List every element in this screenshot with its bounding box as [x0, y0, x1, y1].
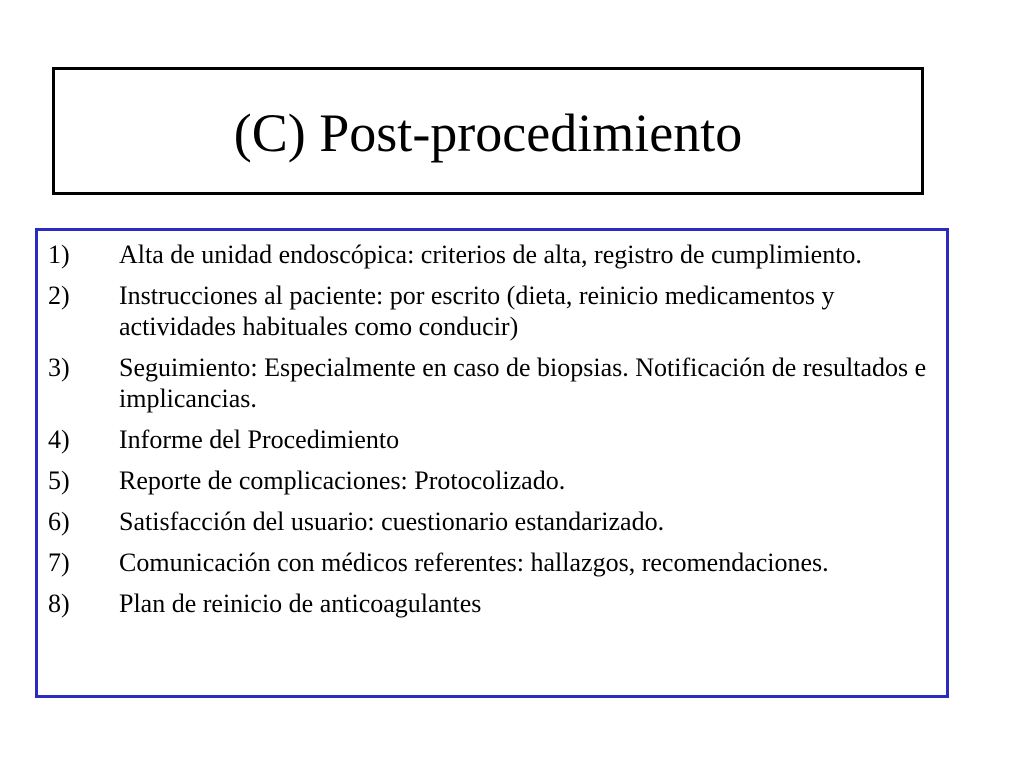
list-item-text: Satisfacción del usuario: cuestionario estandarizado.: [119, 507, 665, 536]
content-box: [35, 228, 949, 698]
list-item: [48, 506, 928, 537]
list-item-number: 5): [48, 466, 70, 495]
numbered-list: [48, 239, 928, 629]
list-item-number: 2): [48, 281, 70, 310]
list-item-number: 6): [48, 507, 70, 536]
list-item-text: Seguimiento: Especialmente en caso de biopsias. Notificación de resultados e implicancias.: [119, 353, 927, 413]
list-item-number: 7): [48, 548, 70, 577]
list-item: [48, 352, 928, 414]
list-item-number: 1): [48, 240, 70, 269]
list-item: [48, 588, 928, 619]
list-item-text: Alta de unidad endoscópica: criterios de alta, registro de cumplimiento.: [119, 240, 862, 269]
list-item-number: 8): [48, 589, 70, 618]
list-item: [48, 280, 928, 342]
list-item-text: Instrucciones al paciente: por escrito (dieta, reinicio medicamentos y actividades habituales como conducir): [119, 281, 835, 341]
list-item-text: Informe del Procedimiento: [119, 425, 400, 454]
list-item: [48, 465, 928, 496]
list-item-number: 3): [48, 353, 70, 382]
list-item: [48, 424, 928, 455]
list-item: [48, 547, 928, 578]
list-item-number: 4): [48, 425, 70, 454]
slide-title: (C) Post-procedimiento: [233, 103, 743, 163]
title-box: [52, 67, 924, 195]
list-item: [48, 239, 928, 270]
list-item-text: Plan de reinicio de anticoagulantes: [119, 589, 482, 618]
list-item-text: Comunicación con médicos referentes: hallazgos, recomendaciones.: [119, 548, 829, 577]
list-item-text: Reporte de complicaciones: Protocolizado.: [119, 466, 566, 495]
